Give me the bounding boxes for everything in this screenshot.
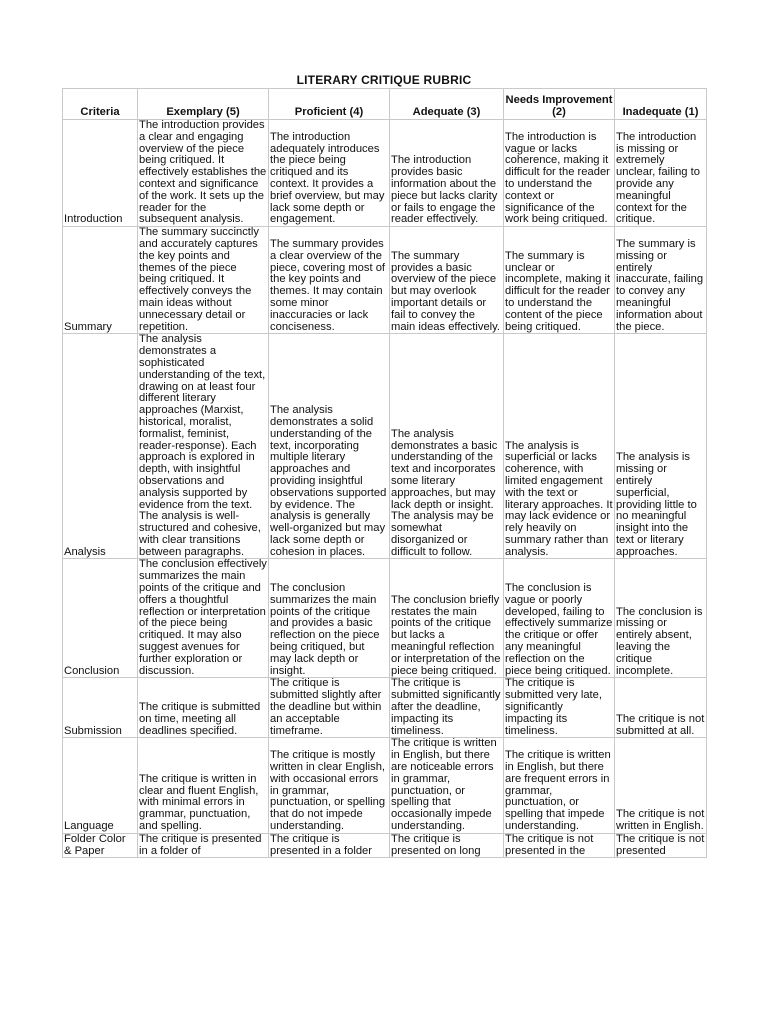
rubric-cell: The introduction provides basic information about the piece but lacks clarity or fails to engage the reader effectively. <box>390 120 504 227</box>
rubric-cell: The conclusion summarizes the main points of the critique and provides a basic reflection on the piece being critiqued, but may lack depth or insight. <box>269 559 390 678</box>
rubric-cell: The analysis demonstrates a sophisticated understanding of the text, drawing on at least four different literary approaches (Marxist, historical, moralist, formalist, feminist, reader-response). Each approach is explored in depth, with insightful observations and analysis supported by evidence from the text. The analysis is well-structured and cohesive, with clear transitions between paragraphs. <box>138 334 269 559</box>
row-folder-color-paper <box>63 833 707 858</box>
rubric-page <box>62 72 706 858</box>
header-needs-improvement: Needs Improvement (2) <box>504 89 615 120</box>
header-row <box>63 89 707 120</box>
rubric-cell: The conclusion is vague or poorly developed, failing to effectively summarize the critique or offer any meaningful reflection on the piece being critiqued. <box>504 559 615 678</box>
criteria-cell: Conclusion <box>63 559 138 678</box>
row-summary <box>63 227 707 334</box>
rubric-cell: The critique is written in English, but there are frequent errors in grammar, punctuation, or spelling that impede understanding. <box>504 738 615 833</box>
rubric-cell: The conclusion is missing or entirely absent, leaving the critique incomplete. <box>615 559 707 678</box>
row-language <box>63 738 707 833</box>
criteria-cell: Language <box>63 738 138 833</box>
rubric-cell: The summary is missing or entirely inaccurate, failing to convey any meaningful information about the piece. <box>615 227 707 334</box>
rubric-cell: The introduction is missing or extremely unclear, failing to provide any meaningful context for the critique. <box>615 120 707 227</box>
rubric-cell: The conclusion effectively summarizes the main points of the critique and offers a thoughtful reflection or interpretation of the piece being critiqued. It may also suggest avenues for further exploration or discussion. <box>139 558 267 677</box>
row-analysis <box>63 334 707 559</box>
rubric-cell: The introduction provides a clear and engaging overview of the piece being critiqued. It effectively establishes the context and significance of the work. It sets up the reader for the subsequent analysis. <box>138 120 269 227</box>
rubric-cell: The summary provides a basic overview of the piece but may overlook important details or fail to convey the main ideas effectively. <box>390 227 504 334</box>
rubric-cell: The critique is not written in English. <box>615 738 707 833</box>
rubric-cell: The conclusion briefly restates the main points of the critique but lacks a meaningful reflection or interpretation of the piece being critiqued. <box>390 559 504 678</box>
rubric-cell: The critique is presented in a folder <box>269 833 390 858</box>
rubric-cell: The critique is not presented in the <box>504 833 615 858</box>
criteria-cell: Summary <box>63 227 138 334</box>
rubric-cell: The critique is not submitted at all. <box>615 678 707 738</box>
row-conclusion <box>63 559 707 678</box>
rubric-cell: The critique is not presented <box>615 833 707 858</box>
rubric-cell: The analysis demonstrates a basic understanding of the text and incorporates some literary approaches, but may lack depth or insight. The analysis may be somewhat disorganized or difficult to follow. <box>390 334 504 559</box>
rubric-table <box>62 88 707 858</box>
rubric-cell: The critique is written in English, but there are noticeable errors in grammar, punctuation, or spelling that occasionally impede understanding. <box>390 738 504 833</box>
rubric-cell: The critique is submitted on time, meeting all deadlines specified. <box>138 678 269 738</box>
rubric-cell: The introduction is vague or lacks coherence, making it difficult for the reader to understand the context or significance of the work being critiqued. <box>504 120 615 227</box>
header-inadequate: Inadequate (1) <box>615 89 707 120</box>
document-title: LITERARY CRITIQUE RUBRIC <box>296 73 472 87</box>
rubric-cell: The critique is presented on long <box>390 833 504 858</box>
header-adequate: Adequate (3) <box>390 89 504 120</box>
criteria-cell: Analysis <box>63 334 138 559</box>
row-introduction <box>63 120 707 227</box>
header-criteria: Criteria <box>63 89 138 120</box>
rubric-cell: The critique is mostly written in clear English, with occasional errors in grammar, punctuation, or spelling that do not impede understanding. <box>269 738 390 833</box>
rubric-cell: The critique is submitted very late, significantly impacting its timeliness. <box>504 678 615 738</box>
header-exemplary: Exemplary (5) <box>138 89 269 120</box>
criteria-cell: Folder Color & Paper <box>63 833 138 858</box>
rubric-cell: The summary provides a clear overview of the piece, covering most of the key points and themes. It may contain some minor inaccuracies or lack conciseness. <box>269 227 390 334</box>
rubric-cell: The critique is presented in a folder of <box>138 833 269 858</box>
criteria-cell: Submission <box>63 678 138 738</box>
rubric-cell: The summary is unclear or incomplete, making it difficult for the reader to understand the content of the piece being critiqued. <box>504 227 615 334</box>
rubric-cell: The introduction adequately introduces the piece being critiqued and its context. It provides a brief overview, but may lack some depth or engagement. <box>269 120 390 227</box>
criteria-cell: Introduction <box>63 120 138 227</box>
header-proficient: Proficient (4) <box>269 89 390 120</box>
rubric-cell: The analysis demonstrates a solid understanding of the text, incorporating multiple literary approaches and providing insightful observations supported by evidence. The analysis is generally well-organized but may lack some depth or cohesion in places. <box>269 334 390 559</box>
rubric-cell: The analysis is missing or entirely superficial, providing little to no meaningful insight into the text or literary approaches. <box>615 334 707 559</box>
rubric-cell: The critique is submitted slightly after the deadline but within an acceptable timeframe. <box>269 678 390 738</box>
row-submission <box>63 678 707 738</box>
rubric-cell: The critique is submitted significantly after the deadline, impacting its timeliness. <box>390 678 504 738</box>
rubric-cell: The critique is written in clear and fluent English, with minimal errors in grammar, punctuation, and spelling. <box>138 738 269 833</box>
rubric-cell: The summary succinctly and accurately captures the key points and themes of the piece being critiqued. It effectively conveys the main ideas without unnecessary detail or repetition. <box>138 227 269 334</box>
rubric-cell: The analysis is superficial or lacks coherence, with limited engagement with the text or literary approaches. It may lack evidence or rely heavily on summary rather than analysis. <box>504 334 615 559</box>
